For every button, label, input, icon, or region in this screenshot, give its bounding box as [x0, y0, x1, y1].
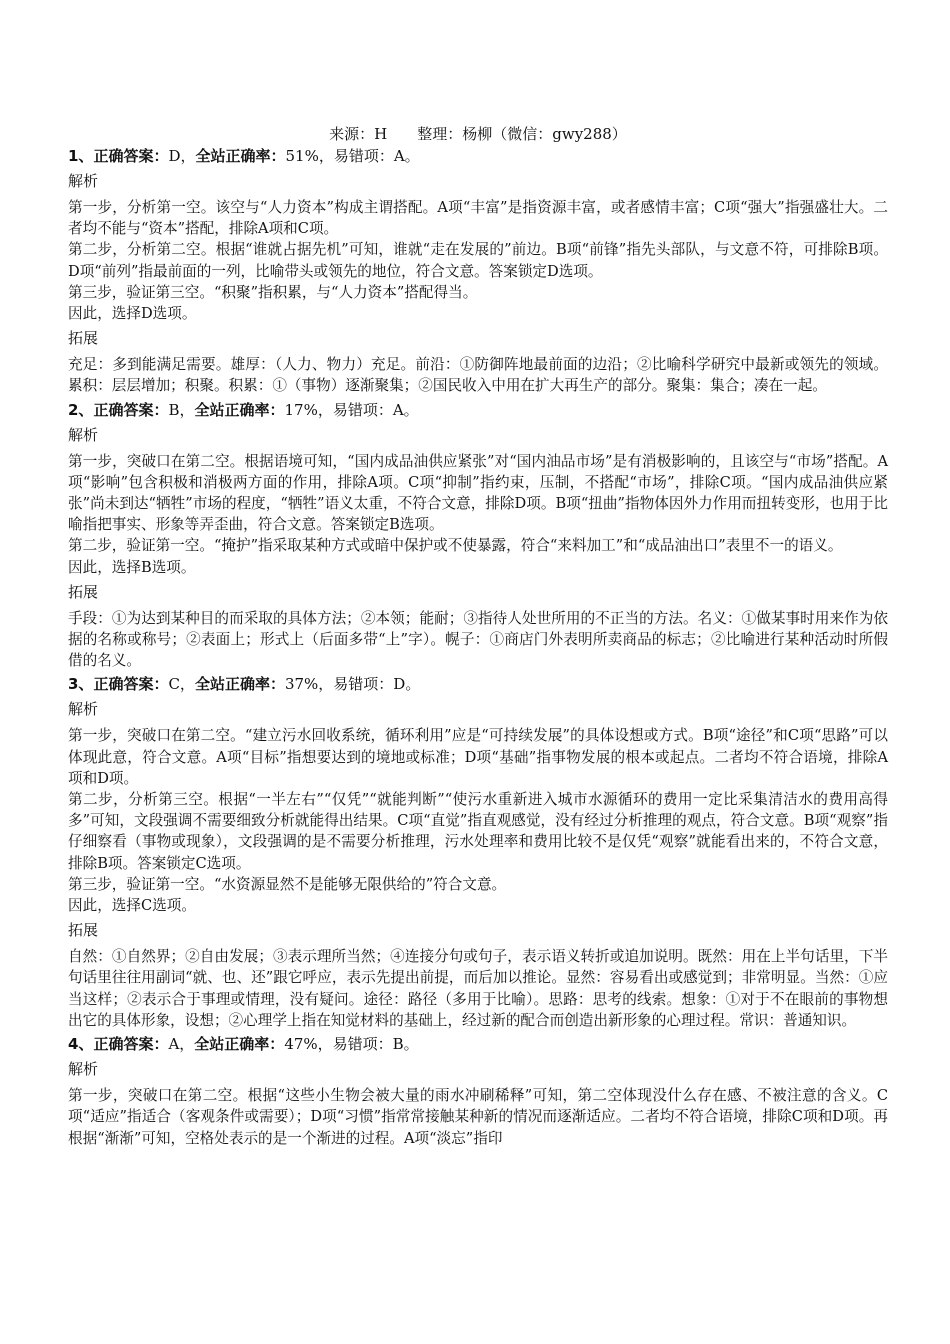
analysis-paragraph: 第一步，突破口在第二空。“建立污水回收系统，循环利用”应是“可持续发展”的具体设想或方式。B项“途径”和C项“思路”可以体现此意，符合文意。A项“目标”指想要达到的境地或标准；D项“基础”指事物发展的根本或起点。二者均不符合语境，排除A项和D项。	[68, 727, 888, 787]
source-line: 来源：H 整理：杨柳（微信：gwy288）	[329, 125, 627, 143]
question-3	[68, 674, 888, 1031]
analysis-paragraph: 第一步，突破口在第二空。根据“这些小生物会被大量的雨水冲刷稀释”可知，第二空体现没什么存在感、不被注意的含义。C项“适应”指适合（客观条件或需要）；D项“习惯”指常常接触某种新的情况而逐渐适应。二者均不符合语境，排除C项和D项。再根据“渐渐”可知，空格处表示的是一个渐进的过程。A项“淡忘”指印	[68, 1087, 888, 1147]
answer-value: D，	[168, 147, 196, 165]
analysis-paragraph: 第一步，突破口在第二空。根据语境可知，“国内成品油供应紧张”对“国内油品市场”是有消极影响的，且该空与“市场”搭配。A项“影响”包含积极和消极两方面的作用，排除A项。C项“抑制”指约束，压制，不搭配“市场”，排除C项。“国内成品油供应紧张”尚未到达“牺牲”市场的程度，“牺牲”语义太重，不符合文意，排除D项。B项“扭曲”指物体因外力作用而扭转变形，也用于比喻指把事实、形象等弄歪曲，符合文意。答案锁定B选项。	[68, 452, 888, 534]
extension-label: 拓展	[68, 329, 99, 348]
question-2	[68, 400, 888, 672]
analysis-paragraph: 因此，选择D选项。	[68, 305, 197, 323]
question-number: 3、	[68, 675, 94, 694]
analysis-label: 解析	[68, 172, 99, 190]
answer-label: 正确答案：	[93, 675, 169, 694]
extension-paragraph: 充足：多到能满足需要。雄厚：（人力、物力）充足。前沿：①防御阵地最前面的边沿；②比喻科学研究中最新或领先的领域。累积：层层增加；积聚。积累：①（事物）逐渐聚集；②国民收入中用在扩大再生产的部分。聚集：集合；凑在一起。	[68, 356, 888, 395]
extension-paragraph: 手段：①为达到某种目的而采取的具体方法；②本领；能耐；③指待人处世所用的不正当的方法。名义：①做某事时用来作为依据的名称或称号；②表面上；形式上（后面多带“上”字）。幌子：①商店门外表明所卖商品的标志；②比喻进行某种活动时所假借的名义。	[68, 609, 888, 670]
answer-label: 正确答案：	[93, 147, 169, 165]
rate-value: 47%，易错项：B。	[284, 1035, 419, 1054]
extension-label: 拓展	[68, 582, 99, 601]
answer-value: C，	[168, 675, 195, 694]
question-4	[68, 1034, 888, 1149]
analysis-paragraph: 第三步，验证第三空。“积聚”指积累，与“人力资本”搭配得当。	[68, 283, 478, 301]
answer-line	[68, 400, 888, 421]
analysis-paragraph: 第二步，验证第一空。“掩护”指采取某种方式或暗中保护或不使暴露，符合“来料加工”和“成品油出口”表里不一的语义。	[68, 537, 843, 555]
question-number: 2、	[68, 400, 94, 419]
answer-line	[68, 146, 888, 167]
rate-label: 全站正确率：	[194, 400, 285, 419]
rate-label: 全站正确率：	[195, 147, 286, 165]
analysis-paragraph: 第二步，分析第三空。根据“一半左右”“仅凭”“就能判断”“使污水重新进入城市水源循环的费用一定比采集清洁水的费用高得多”可知，文段强调不需要细致分析就能得出结果。C项“直觉”指直观感觉，没有经过分析推理的观点，符合文意。B项“观察”指仔细察看（事物或现象），文段强调的是不需要分析推理，污水处理率和费用比较不是仅凭“观察”就能看出来的，不符合文意，排除B项。答案锁定C选项。	[68, 791, 888, 872]
analysis-label: 解析	[68, 1060, 99, 1079]
extension-label: 拓展	[68, 921, 99, 940]
question-1	[68, 146, 888, 397]
analysis-label: 解析	[68, 425, 99, 444]
rate-value: 17%，易错项：A。	[284, 400, 419, 419]
extension-paragraph: 自然：①自然界；②自由发展；③表示理所当然；④连接分句或句子，表示语义转折或追加说明。既然：用在上半句话里，下半句话里往往用副词“就、也、还”跟它呼应，表示先提出前提，而后加以推论。显然：容易看出或感觉到；非常明显。当然：①应当这样；②表示合于事理或情理，没有疑问。途径：路径（多用于比喻）。思路：思考的线索。想象：①对于不在眼前的事物想出它的具体形象，设想；②心理学上指在知觉材料的基础上，经过新的配合而创造出新形象的心理过程。常识：普通知识。	[68, 948, 888, 1029]
rate-label: 全站正确率：	[194, 675, 285, 694]
analysis-paragraph: 第二步，分析第二空。根据“谁就占据先机”可知，谁就“走在发展的”前边。B项“前锋”指先头部队，与文意不符，可排除B项。D项“前列”指最前面的一列，比喻带头或领先的地位，符合文意。答案锁定D选项。	[68, 241, 888, 280]
analysis-paragraph: 第一步，分析第一空。该空与“人力资本”构成主谓搭配。A项“丰富”是指资源丰富，或者感情丰富；C项“强大”指强盛壮大。二者均不能与“资本”搭配，排除A项和C项。	[68, 199, 888, 238]
rate-label: 全站正确率：	[194, 1035, 285, 1054]
rate-value: 37%，易错项：D。	[284, 675, 421, 694]
answer-value: B，	[168, 400, 195, 419]
answer-label: 正确答案：	[93, 400, 169, 419]
answer-label: 正确答案：	[93, 1035, 169, 1054]
analysis-paragraph: 第三步，验证第一空。“水资源显然不是能够无限供给的”符合文意。	[68, 875, 507, 893]
answer-line	[68, 1034, 888, 1055]
answer-value: A，	[168, 1035, 195, 1054]
question-number: 4、	[68, 1035, 94, 1054]
question-number: 1、	[68, 147, 94, 165]
analysis-paragraph: 因此，选择C选项。	[68, 897, 196, 915]
answer-line	[68, 674, 888, 695]
document-page	[68, 124, 888, 1152]
analysis-label: 解析	[68, 700, 99, 719]
rate-value: 51%，易错项：A。	[285, 147, 420, 165]
analysis-paragraph: 因此，选择B选项。	[68, 558, 196, 576]
